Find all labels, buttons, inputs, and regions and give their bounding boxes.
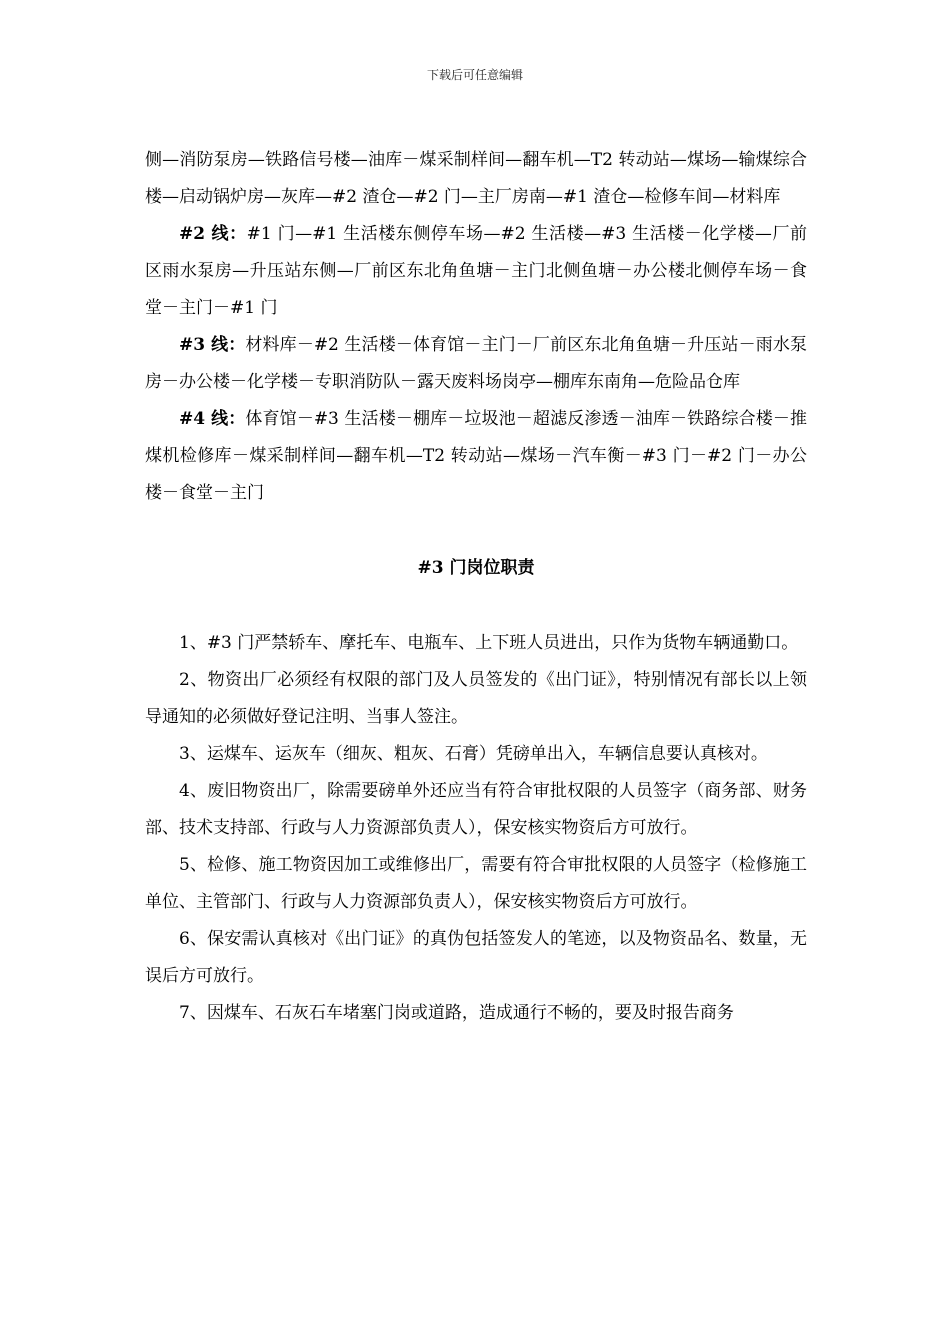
duty-item: 4、废旧物资出厂，除需要磅单外还应当有符合审批权限的人员签字（商务部、财务部、技术支持部、行政与人力资源部负责人），保安核实物资后方可放行。 xyxy=(145,781,807,838)
page-header: 下载后可任意编辑 xyxy=(426,68,523,82)
duty-item: 7、因煤车、石灰石车堵塞门岗或道路，造成通行不畅的，要及时报告商务 xyxy=(179,1003,734,1023)
route-line-3-text: 材料库－#2 生活楼－体育馆－主门－厂前区东北角鱼塘－升压站－雨水泵房－办公楼－化学楼－专职消防队－露天废料场岗亭—棚库东南角—危险品仓库 xyxy=(145,335,807,392)
duty-item: 5、检修、施工物资因加工或维修出厂，需要有符合审批权限的人员签字（检修施工单位、主管部门、行政与人力资源部负责人），保安核实物资后方可放行。 xyxy=(145,855,807,912)
route-line-3-label: #3 线： xyxy=(179,335,246,355)
route-line-4-text: 体育馆－#3 生活楼－棚库－垃圾池－超滤反渗透－油库－铁路综合楼－推煤机检修库－煤采制样间—翻车机—T2 转动站—煤场－汽车衡－#3 门－#2 门－办公楼－食堂－主门 xyxy=(145,409,807,503)
route-line-3 xyxy=(145,327,807,401)
document-body xyxy=(145,142,807,1032)
route-line-2-label: #2 线： xyxy=(179,224,247,244)
route-line-4 xyxy=(145,401,807,512)
route-line-1-continuation: 侧—消防泵房—铁路信号楼—油库－煤采制样间—翻车机—T2 转动站—煤场—输煤综合楼—启动锅炉房—灰库—#2 渣仓—#2 门—主厂房南—#1 渣仓—检修车间—材料库 xyxy=(145,150,807,207)
route-line-2-text: #1 门—#1 生活楼东侧停车场—#2 生活楼—#3 生活楼－化学楼—厂前区雨水泵房—升压站东侧—厂前区东北角鱼塘－主门北侧鱼塘－办公楼北侧停车场－食堂－主门－#1 门 xyxy=(145,224,807,318)
duty-item: 1、#3 门严禁轿车、摩托车、电瓶车、上下班人员进出，只作为货物车辆通勤口。 xyxy=(179,633,799,653)
duty-item: 6、保安需认真核对《出门证》的真伪包括签发人的笔迹，以及物资品名、数量，无误后方可放行。 xyxy=(145,929,807,986)
route-line-4-label: #4 线： xyxy=(179,409,246,429)
duty-item: 3、运煤车、运灰车（细灰、粗灰、石膏）凭磅单出入，车辆信息要认真核对。 xyxy=(179,744,768,764)
section-title: #3 门岗位职责 xyxy=(417,558,535,578)
duty-item: 2、物资出厂必须经有权限的部门及人员签发的《出门证》，特别情况有部长以上领导通知的必须做好登记注明、当事人签注。 xyxy=(145,670,807,727)
route-line-2 xyxy=(145,216,807,327)
